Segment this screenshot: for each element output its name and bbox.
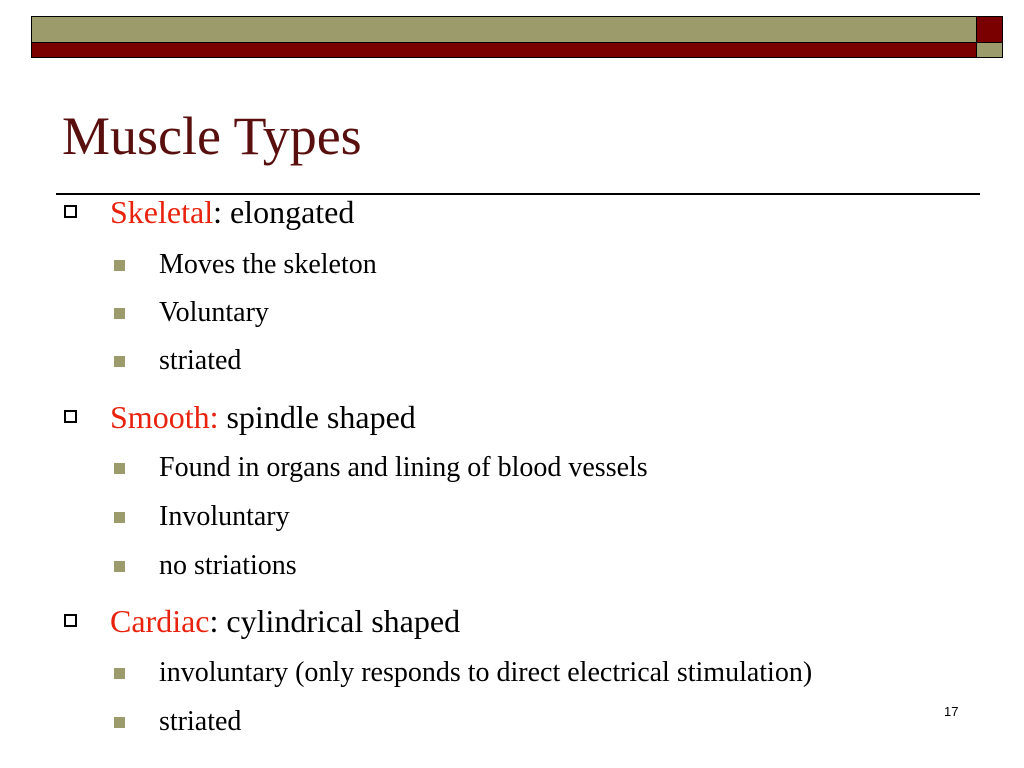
sub-bullet: [159, 549, 297, 583]
desc-skeletal: : elongated: [213, 194, 355, 230]
filled-square-bullet-icon: [114, 463, 125, 474]
slide-title: Muscle Types: [62, 106, 362, 166]
filled-square-bullet-icon: [114, 717, 125, 728]
filled-square-bullet-icon: [114, 308, 125, 319]
term-skeletal: Skeletal: [110, 194, 214, 230]
page-number: 17: [944, 704, 959, 719]
sub-bullet: [159, 656, 812, 690]
filled-square-bullet-icon: [114, 260, 125, 271]
term-cardiac: Cardiac: [110, 603, 210, 639]
term-smooth: Smooth:: [110, 399, 219, 435]
sub-bullet-text: Involuntary: [159, 501, 290, 532]
desc-cardiac: : cylindrical shaped: [209, 603, 461, 639]
filled-square-bullet-icon: [114, 668, 125, 679]
bullet-cardiac: [110, 601, 460, 641]
sub-bullet: [159, 296, 269, 330]
bullet-skeletal: [110, 192, 354, 232]
sub-bullet: [159, 500, 290, 534]
sub-bullet-text: striated: [159, 345, 242, 376]
sub-bullet-text: striated: [159, 706, 242, 737]
filled-square-bullet-icon: [114, 512, 125, 523]
sub-bullet: [159, 451, 648, 485]
bullet-smooth: [110, 397, 416, 437]
sub-bullet-text: Voluntary: [159, 297, 269, 328]
sub-bullet-text: no striations: [159, 550, 297, 581]
desc-smooth: spindle shaped: [218, 399, 416, 435]
sub-bullet-text: Moves the skeleton: [159, 249, 377, 280]
sub-bullet-text: involuntary (only responds to direct electrical stimulation): [159, 657, 813, 688]
filled-square-bullet-icon: [114, 561, 125, 572]
sub-bullet: [159, 705, 241, 739]
hollow-square-bullet-icon: [64, 614, 77, 627]
sub-bullet-text: Found in organs and lining of blood vessels: [159, 452, 648, 483]
hollow-square-bullet-icon: [64, 410, 77, 423]
sub-bullet: [159, 344, 241, 378]
filled-square-bullet-icon: [114, 356, 125, 367]
sub-bullet: [159, 248, 377, 282]
hollow-square-bullet-icon: [64, 205, 77, 218]
